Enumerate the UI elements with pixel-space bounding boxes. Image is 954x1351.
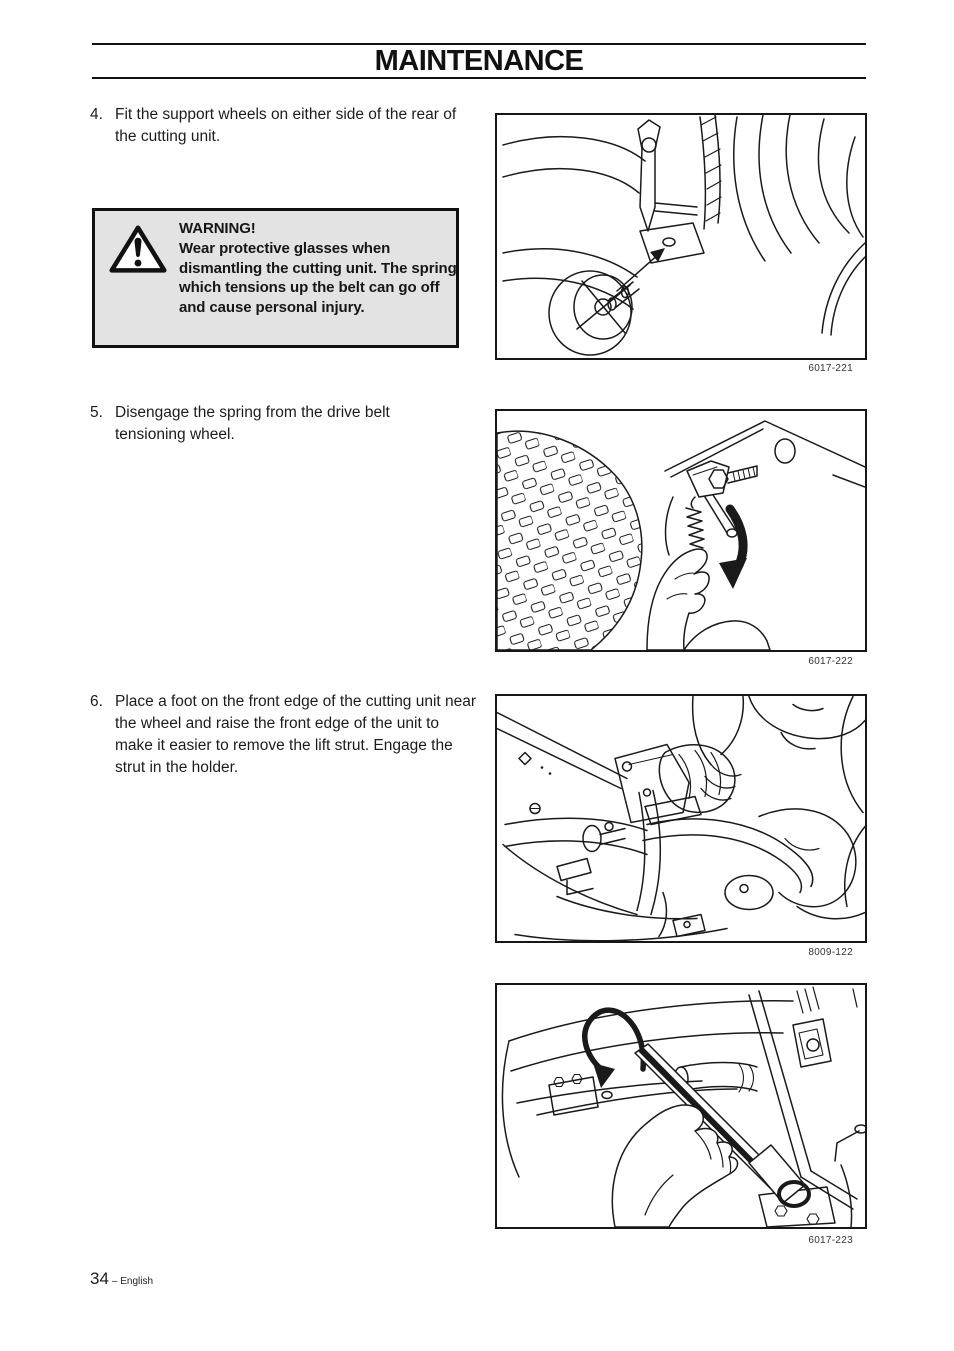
step-number: 5. [90,404,103,421]
warning-triangle-icon [109,225,167,274]
step-number: 4. [90,106,103,123]
page-footer [90,1269,153,1289]
step-text: Fit the support wheels on either side of the rear of the cutting unit. [115,106,457,145]
figure-caption: 6017-223 [808,1235,853,1246]
support-wheel-illustration [497,115,865,358]
warning-body: Wear protective glasses when dismantling the cutting unit. The spring which tensions up the belt can go off and cause personal injury. [179,239,457,317]
figure-cutting-unit-raise [495,694,867,943]
warning-box [92,208,459,348]
step-6 [90,691,479,779]
page-number: 34 [90,1269,109,1288]
language-label: – English [111,1276,154,1287]
warning-text [179,219,459,318]
warning-title: WARNING! [179,220,256,237]
step-text: Place a foot on the front edge of the cutting unit near the wheel and raise the front edge of the unit to make it easier to remove the lift strut. Engage the strut in the holder. [115,693,477,776]
figure-caption: 6017-221 [808,363,853,374]
header-rule-bottom [92,77,866,79]
figure-spring-disengage [495,409,867,652]
step-5 [90,402,445,446]
step-4 [90,104,473,148]
figure-support-wheel [495,113,867,360]
spring-disengage-illustration [497,411,865,650]
step-text: Disengage the spring from the drive belt tensioning wheel. [115,404,390,443]
cutting-unit-raise-illustration [497,696,865,941]
step-number: 6. [90,693,103,710]
lift-strut-holder-illustration [497,985,865,1227]
figure-strut-holder [495,983,867,1229]
page-title: MAINTENANCE [374,45,584,77]
figure-caption: 6017-222 [808,656,853,667]
figure-caption: 8009-122 [808,947,853,958]
